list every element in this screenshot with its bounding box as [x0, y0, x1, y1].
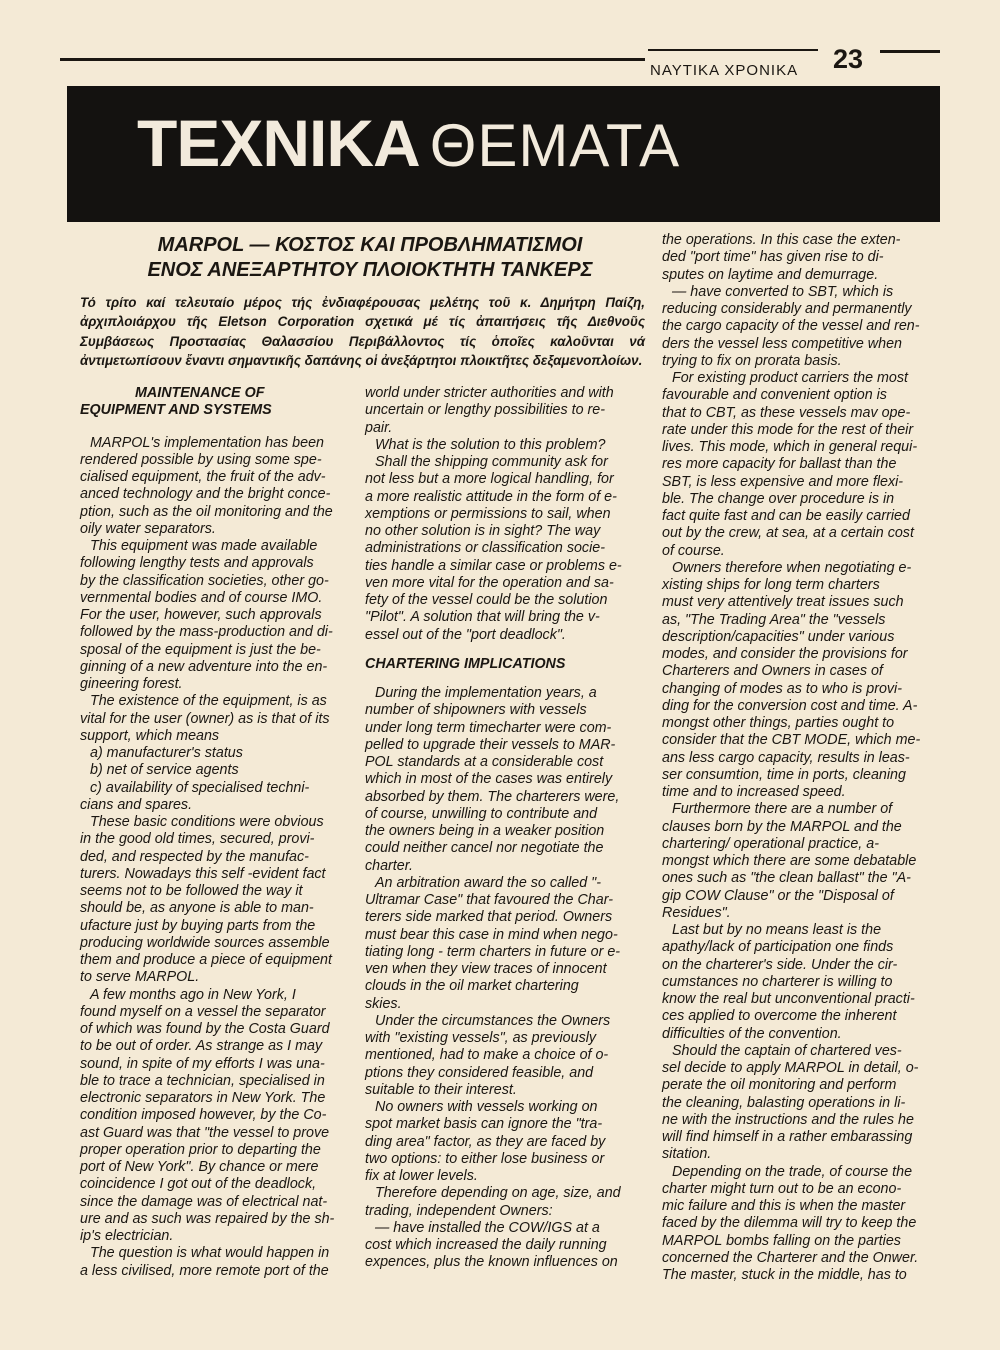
text-line: Should the captain of chartered ves- [672, 1042, 902, 1059]
text-line: Ultramar Case" that favoured the Char- [365, 892, 613, 908]
text-line: concerned the Charterer and the Onwer. [662, 1249, 919, 1266]
text-line: mentioned, had to make a choice of o- [365, 1047, 609, 1064]
column3-body [662, 232, 942, 1284]
banner-title-light: ΘΕΜΑΤΑ [429, 112, 681, 179]
text-line: consider that the CBT MODE, which me- [662, 732, 921, 749]
text-line: pelled to upgrade their vessels to MAR- [365, 736, 616, 753]
text-line: faced by the dilemma will try to keep the [662, 1215, 917, 1232]
text-line: xisting ships for long term charters [662, 577, 880, 593]
text-line: a less civilised, more remote port of the [80, 1262, 329, 1279]
text-line: An arbitration award the so called "- [375, 874, 601, 891]
text-line: apathy/lack of participation one finds [662, 939, 894, 956]
text-line: as, "The Trading Area" the "vessels [662, 611, 886, 628]
text-line: found myself on a vessel the separator [80, 1003, 326, 1020]
spacer [80, 420, 350, 435]
text-line: sitation. [662, 1146, 712, 1163]
text-line: the operations. In this case the exten- [662, 232, 901, 248]
text-line: POL standards at a considerable cost [365, 754, 604, 770]
text-line: since the damage was of electrical nat- [80, 1193, 328, 1210]
text-line: The question is what would happen in [90, 1245, 330, 1262]
text-line: essel out of the "port deadlock". [365, 626, 566, 643]
text-line: with "existing vessels", as previously [365, 1030, 597, 1046]
text-line: could neither cancel nor negotiate the [365, 840, 604, 857]
text-line: suitable to their interest. [365, 1081, 517, 1098]
text-line: changing of modes as to who is provi- [662, 680, 902, 697]
text-line: mongst other things, parties ought to [662, 715, 895, 731]
text-line: producing worldwide sources assemble [80, 934, 330, 951]
text-line: favourable and convenient option is [662, 387, 887, 404]
text-line: anced technology and the bright conce- [80, 486, 331, 503]
text-line: ces applied to overcome the inherent [662, 1008, 897, 1025]
text-line: oily water separators. [80, 520, 216, 537]
text-line: ded "port time" has given rise to di- [662, 249, 884, 266]
text-line: xemptions or permissions to sail, when [365, 505, 611, 522]
page-number: 23 [833, 44, 864, 74]
text-line: fety of the vessel could be the solution [365, 592, 608, 608]
text-line: not less but a more logical handling, for [365, 471, 614, 488]
text-line: must very attentively treat issues such [662, 594, 904, 611]
text-line: out by the crew, at sea, at a certain cost [662, 525, 914, 542]
text-line: terers side marked that period. Owners [365, 909, 613, 926]
text-line: turers. Nowadays this self -evident fact [80, 865, 326, 882]
article-column-2 [365, 385, 645, 1272]
text-line: no other solution is in sight? The way [365, 523, 601, 539]
text-line: rate under this mode for the rest of their [662, 421, 914, 438]
text-line: skies. [365, 995, 402, 1012]
article-intro: Τό τρίτο καί τελευταίο μέρος τής ἐνδιαφέρουσας μελέτης τοῦ κ. Δημήτρη Παίζη, ἀρχιπλοιάρχου τῆς Eletson Corporation σχετικά μέ τίς ἀπαιτήσεις τῆς Διεθνοῦς Συμβάσεως Προστασίας Θαλασσίου Περιβάλλοντος τίς ὁποῖες καλοῦνται νά ἀντιμετωπίσουν ἔναντι σημαντικῆς δαπάνης οἱ ἀνεξάρτητοι πλοικτῆτες δεξαμενοπλοίων. [80, 295, 645, 368]
text-line: coincidence I got out of the deadlock, [80, 1176, 317, 1193]
headline-line-2: ΕΝΟΣ ΑΝΕΞΑΡΤΗΤΟΥ ΠΛΟΙΟΚΤΗΤΗ ΤΑΝΚΕΡΣ [147, 259, 593, 281]
text-line: must bear this case in mind when nego- [365, 926, 618, 943]
text-line: ble to trace a technician, specialised in [80, 1072, 325, 1089]
text-line: following lengthy tests and approvals [80, 555, 314, 572]
text-line: to be out of order. As strange as I may [80, 1038, 323, 1055]
article-column-3 [662, 232, 942, 1284]
text-line: administrations or classification socie- [365, 540, 605, 557]
text-line: mongst which there are some debatable [662, 853, 917, 869]
text-line: proper operation prior to departing the [80, 1141, 321, 1158]
text-line: two options: to either lose business or [365, 1150, 605, 1167]
text-line: sposal of the equipment is just the be- [80, 641, 321, 658]
text-line: ded, and respected by the manufac- [80, 848, 309, 865]
text-line: — have converted to SBT, which is [672, 283, 894, 300]
text-line: Furthermore there are a number of [672, 801, 893, 818]
article-column-1 [80, 385, 350, 1280]
text-line: What is the solution to this problem? [375, 436, 606, 453]
text-line: cians and spares. [80, 796, 193, 813]
text-line: ones such as "the clean ballast" the "A- [662, 870, 911, 887]
text-line: absorbed by them. The charterers were, [365, 788, 620, 805]
text-line: reducing considerably and permanently [662, 301, 912, 317]
text-line: on the charterer's side. Under the cir- [662, 956, 898, 973]
text-line: expences, plus the known influences on [365, 1254, 618, 1271]
text-line: time and to increased speed. [662, 784, 846, 800]
text-line: ven more vital for the operation and sa- [365, 574, 614, 591]
text-line: charter might turn out to be an econo- [662, 1180, 902, 1197]
text-line: b) net of service agents [90, 762, 239, 779]
text-line: know the real but unconventional practi- [662, 991, 915, 1007]
text-line: The existence of the equipment, is as [90, 693, 327, 710]
text-line: to serve MARPOL. [80, 969, 200, 986]
text-line: sound, in spite of my efforts I was una- [80, 1055, 325, 1072]
text-line: ast Guard was that "the vessel to prove [80, 1124, 330, 1141]
text-line: seems not to be followed the way it [80, 883, 303, 899]
text-line: should be, as anyone is able to man- [80, 900, 314, 917]
text-line: gineering forest. [80, 676, 183, 692]
text-line: of which was found by the Costa Guard [80, 1021, 330, 1037]
text-line: which in most of the cases was entirely [365, 771, 613, 788]
text-line: ser consumtion, time in ports, cleaning [662, 766, 906, 783]
text-line: chartering/ operational practice, a- [662, 835, 879, 852]
text-line: — have installed the COW/IGS at a [375, 1219, 600, 1236]
text-line: under long term timecharter were com- [365, 719, 612, 736]
text-line: ble. The change over procedure is in [662, 490, 895, 507]
text-line: ans less cargo capacity, results in leas- [662, 749, 910, 766]
text-line: gip COW Clause" or the "Disposal of [662, 887, 894, 904]
text-line: For the user, however, such approvals [80, 607, 322, 623]
text-line: a) manufacturer's status [90, 745, 243, 761]
running-title: ΝΑΥΤΙΚΑ ΧΡΟΝΙΚΑ [650, 62, 799, 79]
text-line: ptions they considered feasible, and [365, 1064, 594, 1081]
article-headline [80, 233, 660, 283]
text-line: SBT, is less expensive and more flexi- [662, 473, 904, 490]
text-line: Residues". [662, 904, 731, 921]
text-line: vernmental bodies and of course IMO. [80, 589, 323, 606]
text-line: mic failure and this is when the master [662, 1198, 906, 1214]
spacer [365, 673, 645, 685]
text-line: of course. [662, 542, 725, 559]
text-line: Charterers and Owners in cases of [662, 663, 883, 680]
header-rule-right [880, 50, 940, 53]
text-line: lives. This mode, which in general requi- [662, 439, 918, 455]
text-line: For existing product carriers the most [672, 370, 908, 386]
text-line: the cleaning, balasting operations in li- [662, 1094, 906, 1111]
text-line: sel decide to apply MARPOL in detail, o- [662, 1060, 919, 1076]
text-line: Last but by no means least is the [672, 922, 882, 938]
text-line: This equipment was made available [90, 538, 318, 554]
text-line: fact quite fast and can be easily carried [662, 508, 910, 524]
text-line: clauses born by the MARPOL and the [662, 818, 902, 835]
column1-subheading-line2: EQUIPMENT AND SYSTEMS [80, 402, 272, 419]
banner-title-bold: ΤΕΧΝΙΚΑ [137, 106, 420, 180]
text-line: ure and as such was repaired by the sh- [80, 1210, 335, 1227]
column2-body-b [365, 685, 645, 1272]
text-line: ip's electrician. [80, 1228, 174, 1244]
text-line: c) availability of specialised techni- [90, 779, 310, 796]
text-line: These basic conditions were obvious [90, 814, 324, 830]
text-line: The master, stuck in the middle, has to [662, 1267, 907, 1283]
spacer [365, 644, 645, 656]
text-line: spot market basis can ignore the "tra- [365, 1116, 603, 1133]
text-line: res more capacity for ballast than the [662, 456, 897, 473]
text-line: MARPOL's implementation has been [90, 434, 324, 451]
text-line: Owners therefore when negotiating e- [672, 559, 912, 576]
text-line: ders the vessel less competitive when [662, 335, 902, 352]
text-line: difficulties of the convention. [662, 1025, 842, 1042]
text-line: modes, and consider the provisions for [662, 646, 908, 662]
text-line: During the implementation years, a [375, 685, 597, 701]
text-line: perate the oil monitoring and perform [662, 1077, 897, 1094]
column2-subheading: CHARTERING IMPLICATIONS [365, 655, 566, 672]
text-line: in the good old times, secured, provi- [80, 831, 315, 848]
text-line: of course, unwilling to contribute and [365, 805, 598, 822]
text-line: ginning of a new adventure into the en- [80, 658, 328, 675]
text-line: description/capacities" under various [662, 628, 895, 645]
text-line: world under stricter authorities and with [365, 385, 614, 401]
header-rule-left [60, 58, 645, 61]
text-line: Shall the shipping community ask for [375, 454, 608, 470]
text-line: A few months ago in New York, I [90, 986, 296, 1003]
text-line: ven when they view traces of innocent [365, 961, 607, 977]
text-line: rendered possible by using some spe- [80, 451, 322, 468]
text-line: tiating long - term charters in future or e- [365, 943, 621, 960]
text-line: pair. [365, 419, 393, 436]
text-line: charter. [365, 857, 413, 874]
text-line: sputes on laytime and demurrage. [662, 266, 879, 283]
column1-subheading-line1: MAINTENANCE OF [135, 385, 265, 401]
text-line: No owners with vessels working on [375, 1099, 598, 1115]
header-rule-short [648, 49, 818, 51]
text-line: "Pilot". A solution that will bring the v- [365, 609, 600, 626]
text-line: number of shipowners with vessels [365, 702, 587, 719]
text-line: by the classification societies, other go- [80, 572, 329, 589]
text-line: followed by the mass-production and di- [80, 624, 333, 641]
banner-title [137, 106, 681, 180]
text-line: cumstances no charterer is willing to [662, 973, 893, 990]
text-line: support, which means [80, 727, 220, 744]
text-line: ption, such as the oil monitoring and the [80, 503, 333, 520]
text-line: Under the circumstances the Owners [375, 1012, 611, 1029]
text-line: will find himself in a rather embarassing [662, 1129, 913, 1145]
text-line: electronic separators in New York. The [80, 1090, 326, 1106]
text-line: ne with the instructions and the rules he [662, 1111, 914, 1128]
text-line: ufacture just by buying parts from the [80, 917, 316, 934]
text-line: them and produce a piece of equipment [80, 952, 332, 968]
text-line: port of New York". By chance or mere [80, 1159, 319, 1175]
column1-body [80, 435, 350, 1280]
text-line: ding for the conversion cost and time. A- [662, 697, 918, 714]
text-line: the owners being in a weaker position [365, 823, 605, 839]
text-line: condition imposed however, by the Co- [80, 1107, 327, 1124]
column2-body-a [365, 385, 645, 644]
text-line: trying to fix on prorata basis. [662, 352, 842, 369]
text-line: clouds in the oil market chartering [365, 978, 579, 995]
text-line: uncertain or lengthy possibilities to re- [365, 402, 605, 419]
text-line: that to CBT, as these vessels mav ope- [662, 404, 911, 421]
text-line: a more realistic attitude in the form of e- [365, 488, 617, 505]
text-line: cost which increased the daily running [365, 1237, 607, 1253]
text-line: Depending on the trade, of course the [672, 1163, 913, 1180]
text-line: ding area" factor, as they are faced by [365, 1133, 606, 1150]
text-line: trading, independent Owners: [365, 1202, 553, 1219]
text-line: MARPOL bombs falling on the parties [662, 1232, 901, 1249]
headline-line-1: MARPOL — ΚΟΣΤΟΣ ΚΑΙ ΠΡΟΒΛΗΜΑΤΙΣΜΟΙ [157, 234, 583, 256]
text-line: cialised equipment, the fruit of the adv- [80, 469, 326, 485]
section-banner [67, 86, 940, 222]
text-line: ties handle a similar case or problems e- [365, 557, 622, 574]
text-line: Therefore depending on age, size, and [375, 1185, 621, 1202]
text-line: vital for the user (owner) as is that of its [80, 710, 330, 727]
text-line: the cargo capacity of the vessel and ren- [662, 318, 920, 335]
text-line: fix at lower levels. [365, 1168, 478, 1184]
